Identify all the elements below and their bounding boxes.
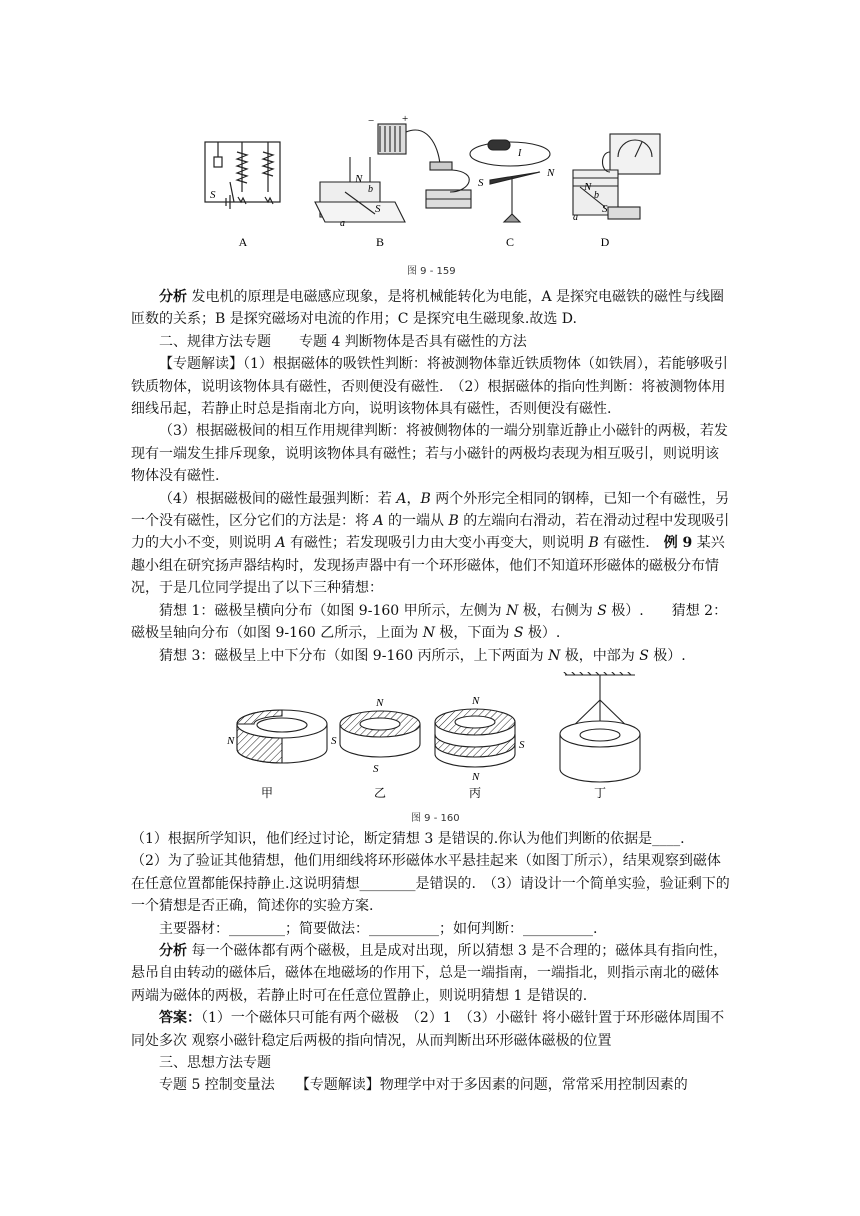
analysis-paragraph-2: 分析 每一个磁体都有两个磁极，且是成对出现，所以猜想 3 是不合理的；磁体具有指向性，悬吊自由转动的磁体后，磁体在地磁场的作用下，总是一端指南，一端指北，则指示南北的磁体两端为磁体的两极，若静止时可在任意位置静止，则说明猜想 1 是错误的.: [131, 943, 728, 1004]
ring-bing: [435, 709, 515, 767]
text-block-2: [131, 828, 731, 1097]
topic-4-para-3: （4）根据磁极间的磁性最强判断：若 A，B 两个外形完全相同的钢棒，已知一个有磁性，另一个没有磁性，区分它们的方法是：将 A 的一端从 B 的左端向右滑动，若在滑动过程中发现吸引力的大小不变，则说明 A 有磁性；若发现吸引力由大变小再变大，则说明 B 有磁性. 例 9 某兴趣小组在研究扬声器结构时，发现扬声器中有一个环形磁体，他们不知道环形磁体的磁极分布情况，于是几位同学提出了以下三种猜想：: [131, 490, 730, 597]
figure-d-b-label: b: [594, 190, 599, 201]
section-2-heading: 二、规律方法专题 专题 4 判断物体是否具有磁性的方法: [159, 333, 527, 350]
figure-d-apparatus: [573, 134, 660, 219]
figure-d-a-label: a: [573, 212, 578, 223]
figure-b-b-label: b: [368, 184, 373, 195]
figure-a-s-label: S: [210, 189, 216, 201]
answer-label: 答案：: [159, 1010, 201, 1027]
figure-9-159: [190, 112, 670, 272]
figure-d-n-label: N: [584, 181, 592, 193]
guess-1-and-2: 猜想 1：磁极呈横向分布（如图 9-160 甲所示，左侧为 N 极，右侧为 S 极）. 猜想 2：磁极呈轴向分布（如图 9-160 乙所示，上面为 N 极，下面为 S 极）.: [131, 602, 728, 642]
question-3-blanks: 主要器材：________；简要做法：__________；如何判断：__________.: [159, 920, 598, 937]
analysis-label: 分析: [159, 289, 187, 305]
analysis-label-2: 分析: [159, 943, 187, 960]
ring-label-jia: 甲: [260, 786, 274, 800]
answer-paragraph: 答案：（1）一个磁体只可能有两个磁极 （2）1 （3）小磁针 将小磁针置于环形磁体周围不同处多次 观察小磁针稳定后两极的指向情况，从而判断出环形磁体磁极的位置: [131, 1010, 725, 1049]
figure-label-d: D: [600, 235, 610, 249]
figure-label-c: C: [505, 235, 515, 249]
figure-c-s-label: S: [478, 177, 484, 189]
ring-yi: [340, 711, 420, 757]
figure-9-160: [225, 672, 665, 822]
figure-c-n-label: N: [547, 167, 555, 179]
figure-b-minus-label: −: [368, 115, 375, 127]
analysis-text: 发电机的原理是电磁感应现象，是将机械能转化为电能，A 是探究电磁铁的磁性与线圈匝数的关系；B 是探究磁场对电流的作用；C 是探究电生磁现象.故选 D.: [131, 289, 725, 328]
ring-label-bing: 丙: [468, 786, 482, 800]
ring-label-yi: 乙: [373, 786, 387, 800]
example-9-label: 例 9: [663, 535, 693, 552]
ring-jia: [237, 710, 327, 763]
figure-b-apparatus: [315, 124, 471, 222]
ring-jia-s-label: S: [331, 735, 337, 747]
topic-5-line: 专题 5 控制变量法 【专题解读】物理学中对于多因素的问题，常常采用控制因素的: [159, 1077, 688, 1094]
figure-a-electromagnet: [205, 142, 280, 209]
topic-4-para-2: （3）根据磁极间的相互作用规律判断：将被侧物体的一端分别靠近静止小磁针的两极，若发现有一端发生排斥现象，说明该物体具有磁性；若与小磁针的两极均表现为相互吸引，则说明该物体没有磁性.: [131, 423, 728, 485]
figure-9-159-caption: 图 9 - 159: [407, 266, 456, 277]
ring-ding-suspended: [560, 672, 640, 782]
figure-b-s-label: S: [375, 203, 381, 215]
figure-b-n-label: N: [355, 173, 363, 185]
question-1: （1）根据所学知识，他们经过讨论，断定猜想 3 是错误的.你认为他们判断的依据是____.: [131, 831, 685, 847]
section-3-heading: 三、思想方法专题: [159, 1055, 271, 1072]
ring-jia-n-label: N: [227, 735, 235, 747]
guess-3: 猜想 3：磁极呈上中下分布（如图 9-160 丙所示，上下两面为 N 极，中部为 S 极）.: [159, 647, 686, 664]
analysis-paragraph-1: [131, 286, 731, 331]
topic-4-para-1: 【专题解读】（1）根据磁体的吸铁性判断：将被测物体靠近铁质物体（如铁屑），若能够吸引铁质物体，说明该物体具有磁性，否则便没有磁性. （2）根据磁体的指向性判断：将被测物体用细线吊起，若静止时总是指南北方向，说明该物体具有磁性，否则便没有磁性.: [131, 356, 728, 418]
ring-yi-s-label: S: [373, 763, 379, 775]
ring-label-ding: 丁: [593, 786, 607, 800]
figure-b-plus-label: +: [402, 113, 409, 125]
figure-label-b: B: [375, 235, 385, 249]
figure-b-a-label: a: [340, 218, 345, 229]
ring-bing-n-top-label: N: [472, 695, 480, 707]
ring-bing-n-bottom-label: N: [472, 771, 480, 783]
figure-d-s-label: S: [602, 203, 608, 215]
figure-label-a: A: [238, 235, 248, 249]
question-2-3: （2）为了验证其他猜想，他们用细线将环形磁体水平悬挂起来（如图丁所示），结果观察到磁体在任意位置都能保持静止.这说明猜想________是错误的. （3）请设计一个简单实验，验证剩下的一个猜想是否正确，简述你的实验方案.: [131, 853, 730, 915]
ring-bing-s-label: S: [519, 739, 525, 751]
text-block-1: [131, 286, 731, 667]
figure-9-160-caption: 图 9 - 160: [411, 813, 460, 824]
ring-yi-n-label: N: [376, 697, 384, 709]
figure-c-i-label: I: [518, 148, 522, 159]
